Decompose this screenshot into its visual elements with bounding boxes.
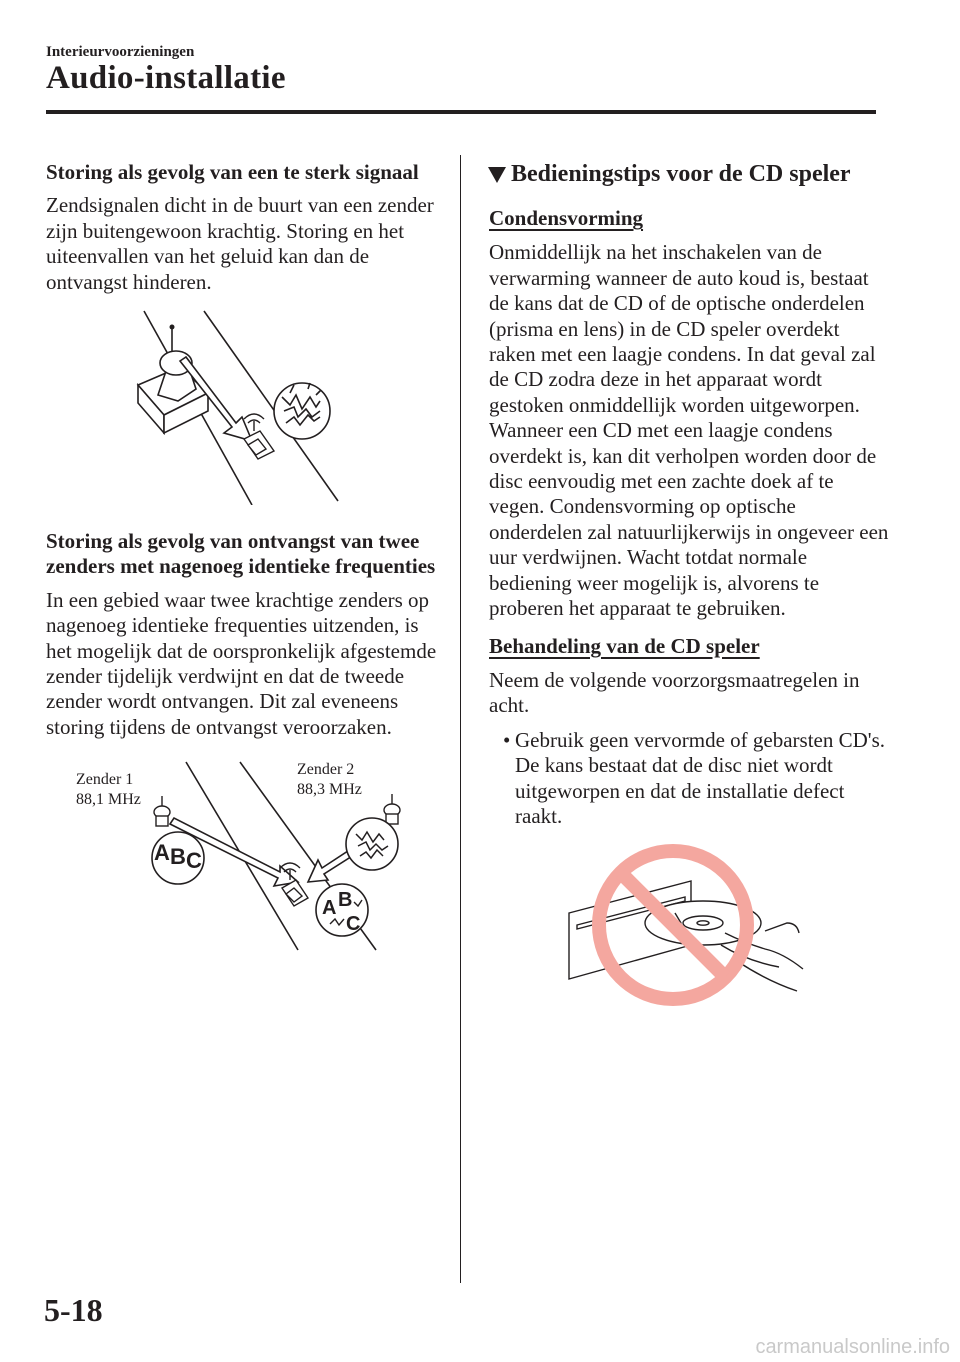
strong-signal-illustration	[46, 305, 446, 505]
mixed-letter-a: A	[322, 897, 337, 920]
mixed-letter-b: B	[338, 889, 353, 912]
mixed-letter-c: C	[346, 913, 361, 936]
handling-heading: Behandeling van de CD speler	[489, 633, 760, 658]
watermark: carmanualsonline.info	[755, 1336, 950, 1358]
zender1-name: Zender 1	[76, 771, 134, 789]
mixed-signal-circle-icon	[316, 884, 368, 936]
zender2-name: Zender 2	[297, 761, 355, 779]
zender1-frequency: 88,1 MHz	[76, 791, 141, 809]
abc-letter-a: A	[154, 840, 170, 866]
noise-circle-right-icon	[346, 818, 398, 870]
two-station-illustration	[46, 754, 446, 954]
bullet-text: Gebruik geen vervormde of gebarsten CD's. De kans bestaat dat de disc niet wordt uitgeworpen en dat de installatie defect raakt.	[515, 727, 886, 828]
cd-tips-title-text: Bedieningstips voor de CD speler	[511, 161, 851, 187]
two-station-text: In een gebied waar twee krachtige zenders op nagenoeg identieke frequenties uitzenden, is het mogelijk dat de oorspronkelijk afgestemde zender tijdelijk verdwijnt en dat de tweede zender wordt ontvangen. Dit zal eveneens storing tijdens de ontvangst veroorzaken.	[46, 587, 437, 739]
handling-text: Neem de volgende voorzorgsmaatregelen in acht.	[489, 667, 860, 718]
transmitter2-icon	[384, 794, 400, 824]
right-column	[489, 160, 889, 1021]
list-item	[489, 728, 889, 830]
abc-letter-c: C	[186, 848, 202, 874]
chapter-label: Interieurvoorzieningen	[46, 44, 195, 60]
noise-icon	[274, 383, 330, 439]
car-icon	[244, 414, 274, 459]
transmitter1-icon	[154, 796, 170, 826]
condensation-heading: Condensvorming	[489, 206, 644, 230]
zender2-frequency: 88,3 MHz	[297, 781, 362, 799]
strong-signal-heading: Storing als gevolg van een te sterk signaal	[46, 160, 419, 184]
page-number: 5-18	[44, 1292, 103, 1328]
header-rule	[46, 110, 876, 114]
condensation-text: Onmiddellijk na het inschakelen van de verwarming wanneer de auto koud is, bestaat de kans dat de CD of de optische onderdelen (prisma en lens) in de CD speler overdekt raken met een laagje condens. In dat geval zal de CD zodra deze in het apparaat wordt gestoken onmiddellijk worden uitgeworpen. Wanneer een CD met een laagje condens overdekt is, kan dit verholpen worden door de disc eenvoudig met een zachte doek af te vegen. Condensvorming op optische onderdelen zal natuurlijkerwijs in ongeveer een uur verdwijnen. Wacht totdat normale bediening weer mogelijk is, alvorens te proberen het apparaat te gebruiken.	[489, 240, 889, 621]
abc-circle-left-icon	[152, 832, 204, 884]
strong-signal-text: Zendsignalen dicht in de buurt van een zender zijn buitengewoon krachtig. Storing en het uiteenvallen van het geluid kan dan de ontvangst hinderen.	[46, 193, 434, 294]
cd-tips-section-title	[487, 160, 889, 188]
two-station-heading: Storing als gevolg van ontvangst van twee zenders met nagenoeg identieke frequenties	[46, 529, 436, 579]
abc-letter-b: B	[170, 844, 186, 870]
page-title: Audio-installatie	[46, 60, 286, 96]
bullet-mark: •	[503, 727, 511, 752]
section-triangle-icon	[487, 164, 507, 184]
column-divider	[460, 155, 461, 1283]
cd-prohibition-illustration	[489, 841, 889, 1021]
left-column	[46, 160, 446, 954]
